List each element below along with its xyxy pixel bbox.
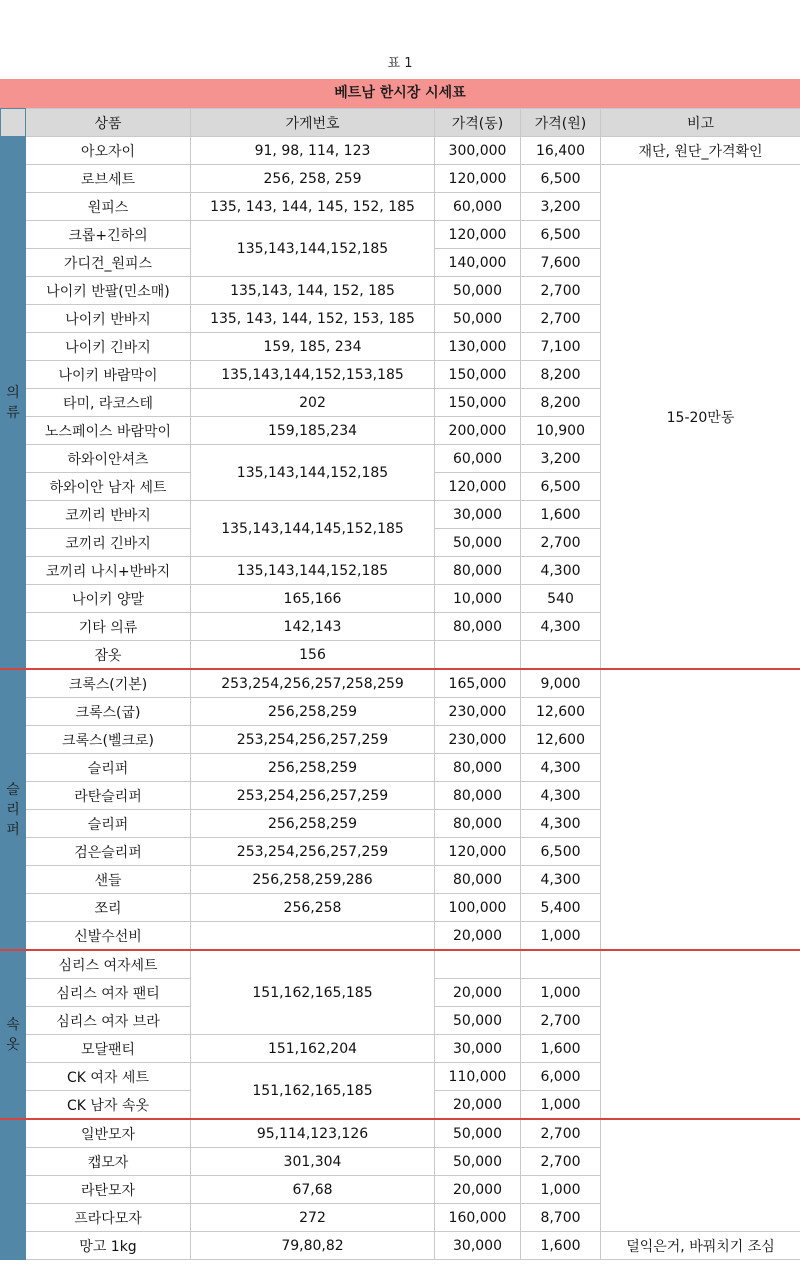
price-vnd: 80,000 — [435, 810, 521, 838]
column-header: 가격(동) — [435, 109, 521, 137]
price-vnd: 20,000 — [435, 979, 521, 1007]
price-vnd: 30,000 — [435, 1035, 521, 1063]
price-vnd: 50,000 — [435, 1148, 521, 1176]
price-vnd: 80,000 — [435, 557, 521, 585]
store-numbers: 253,254,256,257,259 — [191, 726, 435, 754]
product-name: 아오자이 — [26, 137, 191, 165]
price-krw: 9,000 — [521, 669, 601, 698]
price-krw: 3,200 — [521, 445, 601, 473]
price-krw: 8,200 — [521, 361, 601, 389]
price-krw: 16,400 — [521, 137, 601, 165]
store-numbers: 272 — [191, 1204, 435, 1232]
price-krw: 1,600 — [521, 501, 601, 529]
price-krw: 540 — [521, 585, 601, 613]
price-vnd: 120,000 — [435, 473, 521, 501]
table-row — [1, 1232, 800, 1260]
price-krw: 4,300 — [521, 782, 601, 810]
price-krw: 4,300 — [521, 810, 601, 838]
store-numbers: 151,162,204 — [191, 1035, 435, 1063]
store-numbers: 135,143, 144, 152, 185 — [191, 277, 435, 305]
store-numbers: 165,166 — [191, 585, 435, 613]
price-vnd: 140,000 — [435, 249, 521, 277]
product-name: 라탄슬리퍼 — [26, 782, 191, 810]
price-krw: 7,100 — [521, 333, 601, 361]
price-vnd: 80,000 — [435, 613, 521, 641]
product-name: 라탄모자 — [26, 1176, 191, 1204]
product-name: 가디건_원피스 — [26, 249, 191, 277]
price-vnd: 160,000 — [435, 1204, 521, 1232]
price-vnd: 20,000 — [435, 1091, 521, 1120]
product-name: 크록스(벨크로) — [26, 726, 191, 754]
price-krw: 6,500 — [521, 473, 601, 501]
product-name: 일반모자 — [26, 1119, 191, 1148]
price-krw: 4,300 — [521, 866, 601, 894]
product-name: 코끼리 긴바지 — [26, 529, 191, 557]
price-krw: 2,700 — [521, 1148, 601, 1176]
note: 덜익은거, 바꿔치기 조심 — [601, 1232, 800, 1260]
store-numbers: 151,162,165,185 — [191, 950, 435, 1035]
price-vnd: 100,000 — [435, 894, 521, 922]
product-name: 나이키 반바지 — [26, 305, 191, 333]
product-name: 프라다모자 — [26, 1204, 191, 1232]
store-numbers — [191, 922, 435, 951]
price-vnd: 200,000 — [435, 417, 521, 445]
product-name: 타미, 라코스테 — [26, 389, 191, 417]
price-vnd: 20,000 — [435, 1176, 521, 1204]
column-header: 비고 — [601, 109, 800, 137]
price-vnd: 30,000 — [435, 1232, 521, 1260]
store-numbers: 159, 185, 234 — [191, 333, 435, 361]
category-label: 슬 리 퍼 — [1, 669, 26, 950]
price-krw: 3,200 — [521, 193, 601, 221]
table-row — [1, 165, 800, 193]
store-numbers: 151,162,165,185 — [191, 1063, 435, 1120]
store-numbers: 135,143,144,152,153,185 — [191, 361, 435, 389]
price-krw: 6,500 — [521, 165, 601, 193]
store-numbers: 256,258,259 — [191, 698, 435, 726]
store-numbers: 135, 143, 144, 152, 153, 185 — [191, 305, 435, 333]
category-label — [1, 1119, 26, 1260]
price-vnd: 120,000 — [435, 165, 521, 193]
store-numbers: 135,143,144,152,185 — [191, 221, 435, 277]
price-vnd: 10,000 — [435, 585, 521, 613]
price-krw: 12,600 — [521, 726, 601, 754]
product-name: 망고 1kg — [26, 1232, 191, 1260]
price-vnd: 80,000 — [435, 754, 521, 782]
price-vnd: 230,000 — [435, 698, 521, 726]
store-numbers: 156 — [191, 641, 435, 670]
table-caption: 표 1 — [387, 56, 413, 71]
price-krw: 10,900 — [521, 417, 601, 445]
price-krw: 2,700 — [521, 1007, 601, 1035]
store-numbers: 256,258 — [191, 894, 435, 922]
price-vnd: 300,000 — [435, 137, 521, 165]
price-vnd: 20,000 — [435, 922, 521, 951]
product-name: 크롭+긴하의 — [26, 221, 191, 249]
price-krw: 1,600 — [521, 1035, 601, 1063]
price-krw: 4,300 — [521, 613, 601, 641]
store-numbers: 95,114,123,126 — [191, 1119, 435, 1148]
store-numbers: 67,68 — [191, 1176, 435, 1204]
product-name: CK 여자 세트 — [26, 1063, 191, 1091]
product-name: 샌들 — [26, 866, 191, 894]
store-numbers: 135,143,144,152,185 — [191, 557, 435, 585]
product-name: 하와이안 남자 세트 — [26, 473, 191, 501]
store-numbers: 135,143,144,145,152,185 — [191, 501, 435, 557]
product-name: 나이키 긴바지 — [26, 333, 191, 361]
price-krw: 2,700 — [521, 529, 601, 557]
price-krw: 8,700 — [521, 1204, 601, 1232]
price-vnd: 60,000 — [435, 193, 521, 221]
column-header: 상품 — [26, 109, 191, 137]
price-vnd: 60,000 — [435, 445, 521, 473]
product-name: 심리스 여자 브라 — [26, 1007, 191, 1035]
price-krw: 7,600 — [521, 249, 601, 277]
price-vnd: 130,000 — [435, 333, 521, 361]
store-numbers: 256,258,259 — [191, 810, 435, 838]
price-krw — [521, 950, 601, 979]
table-row — [1, 669, 800, 698]
price-vnd: 50,000 — [435, 305, 521, 333]
store-numbers: 135,143,144,152,185 — [191, 445, 435, 501]
note — [601, 1119, 800, 1232]
category-column-header — [1, 109, 26, 137]
price-krw: 6,500 — [521, 838, 601, 866]
table-row — [1, 137, 800, 165]
product-name: 크록스(굽) — [26, 698, 191, 726]
note — [601, 669, 800, 950]
store-numbers: 135, 143, 144, 145, 152, 185 — [191, 193, 435, 221]
price-vnd: 80,000 — [435, 782, 521, 810]
product-name: 로브세트 — [26, 165, 191, 193]
product-name: 나이키 바람막이 — [26, 361, 191, 389]
product-name: 쪼리 — [26, 894, 191, 922]
column-header: 가게번호 — [191, 109, 435, 137]
column-header: 가격(원) — [521, 109, 601, 137]
price-krw: 6,500 — [521, 221, 601, 249]
product-name: 모달팬티 — [26, 1035, 191, 1063]
product-name: 잠옷 — [26, 641, 191, 670]
product-name: 검은슬리퍼 — [26, 838, 191, 866]
store-numbers: 301,304 — [191, 1148, 435, 1176]
table-row — [1, 1119, 800, 1148]
store-numbers: 253,254,256,257,258,259 — [191, 669, 435, 698]
product-name: 크록스(기본) — [26, 669, 191, 698]
store-numbers: 253,254,256,257,259 — [191, 782, 435, 810]
price-table — [0, 108, 800, 1260]
price-vnd: 50,000 — [435, 1007, 521, 1035]
table-title: 베트남 한시장 시세표 — [0, 79, 800, 108]
price-vnd: 165,000 — [435, 669, 521, 698]
store-numbers: 256, 258, 259 — [191, 165, 435, 193]
product-name: 신발수선비 — [26, 922, 191, 951]
price-krw: 4,300 — [521, 754, 601, 782]
table-row — [1, 950, 800, 979]
product-name: 코끼리 반바지 — [26, 501, 191, 529]
category-label: 의 류 — [1, 137, 26, 670]
price-krw: 2,700 — [521, 305, 601, 333]
price-vnd — [435, 950, 521, 979]
price-krw: 1,000 — [521, 922, 601, 951]
product-name: 나이키 반팔(민소매) — [26, 277, 191, 305]
product-name: 나이키 양말 — [26, 585, 191, 613]
price-krw: 5,400 — [521, 894, 601, 922]
price-vnd: 120,000 — [435, 221, 521, 249]
price-vnd — [435, 641, 521, 670]
price-vnd: 120,000 — [435, 838, 521, 866]
store-numbers: 79,80,82 — [191, 1232, 435, 1260]
price-krw: 4,300 — [521, 557, 601, 585]
product-name: 기타 의류 — [26, 613, 191, 641]
price-vnd: 30,000 — [435, 501, 521, 529]
note: 15-20만동 — [601, 165, 800, 670]
price-krw: 2,700 — [521, 277, 601, 305]
product-name: 캡모자 — [26, 1148, 191, 1176]
product-name: 노스페이스 바람막이 — [26, 417, 191, 445]
price-vnd: 50,000 — [435, 529, 521, 557]
price-krw: 1,000 — [521, 979, 601, 1007]
store-numbers: 256,258,259,286 — [191, 866, 435, 894]
product-name: 심리스 여자 팬티 — [26, 979, 191, 1007]
price-vnd: 230,000 — [435, 726, 521, 754]
price-vnd: 150,000 — [435, 361, 521, 389]
store-numbers: 256,258,259 — [191, 754, 435, 782]
price-vnd: 50,000 — [435, 277, 521, 305]
price-krw: 8,200 — [521, 389, 601, 417]
price-krw: 6,000 — [521, 1063, 601, 1091]
price-vnd: 150,000 — [435, 389, 521, 417]
product-name: 원피스 — [26, 193, 191, 221]
product-name: 코끼리 나시+반바지 — [26, 557, 191, 585]
product-name: 심리스 여자세트 — [26, 950, 191, 979]
store-numbers: 202 — [191, 389, 435, 417]
price-krw: 12,600 — [521, 698, 601, 726]
price-vnd: 50,000 — [435, 1119, 521, 1148]
price-krw — [521, 641, 601, 670]
store-numbers: 142,143 — [191, 613, 435, 641]
note: 재단, 원단_가격확인 — [601, 137, 800, 165]
note — [601, 950, 800, 1119]
price-vnd: 110,000 — [435, 1063, 521, 1091]
store-numbers: 253,254,256,257,259 — [191, 838, 435, 866]
price-krw: 1,000 — [521, 1176, 601, 1204]
price-krw: 1,600 — [521, 1232, 601, 1260]
product-name: 하와이안셔츠 — [26, 445, 191, 473]
price-krw: 2,700 — [521, 1119, 601, 1148]
price-krw: 1,000 — [521, 1091, 601, 1120]
store-numbers: 159,185,234 — [191, 417, 435, 445]
store-numbers: 91, 98, 114, 123 — [191, 137, 435, 165]
product-name: CK 남자 속옷 — [26, 1091, 191, 1120]
product-name: 슬리퍼 — [26, 754, 191, 782]
product-name: 슬리퍼 — [26, 810, 191, 838]
category-label: 속 옷 — [1, 950, 26, 1119]
price-vnd: 80,000 — [435, 866, 521, 894]
header-row — [1, 109, 800, 137]
